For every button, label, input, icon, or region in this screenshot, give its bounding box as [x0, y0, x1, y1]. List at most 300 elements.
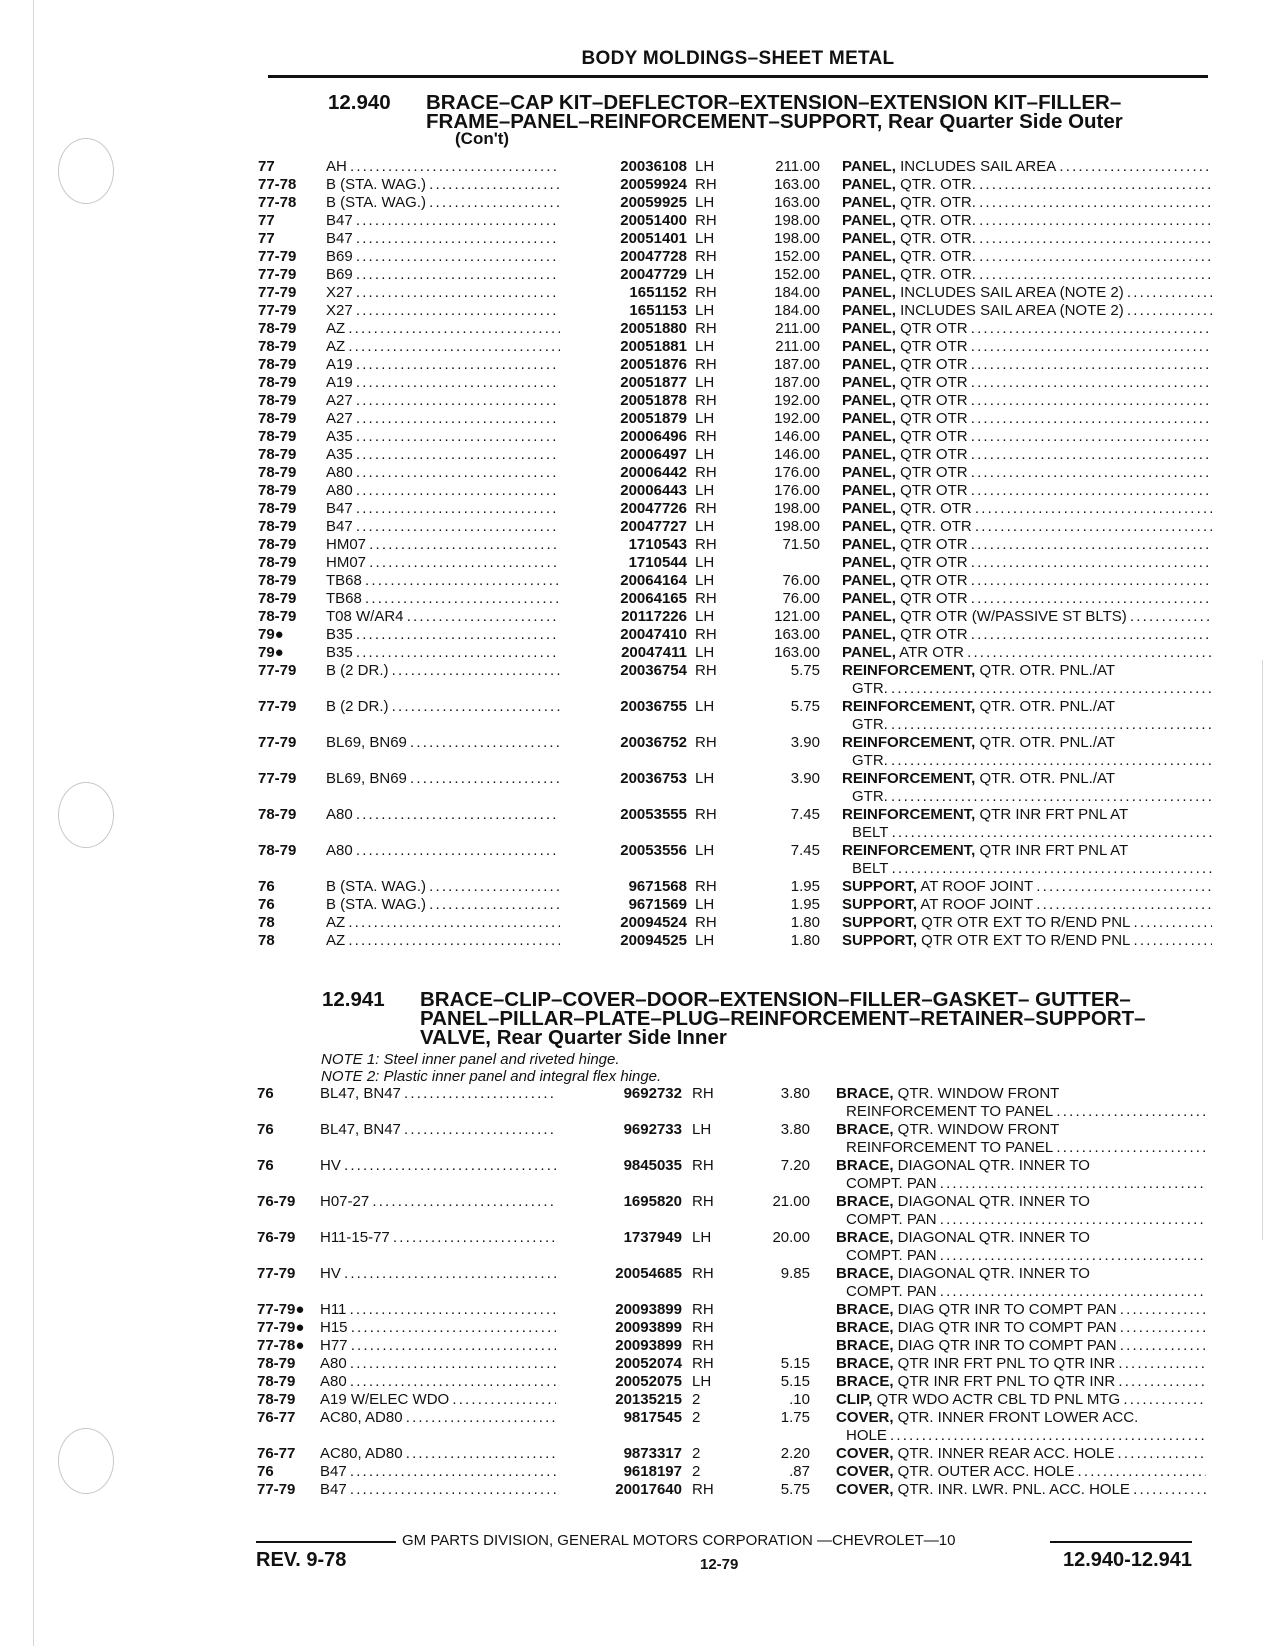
model-year: 76: [257, 1157, 274, 1174]
side-qty: LH: [695, 644, 715, 661]
description-line: PANEL, QTR OTR . . .: [842, 626, 1212, 644]
model-year: 78-79: [258, 842, 297, 859]
price: 211.00: [775, 320, 820, 337]
part-description: [836, 1301, 1206, 1319]
price: 9.85: [780, 1265, 810, 1282]
side-qty: RH: [695, 464, 717, 481]
model-code: A80 . . .: [326, 482, 586, 500]
model-year: 77-79: [257, 1265, 296, 1282]
section-heading: BRACE–CAP KIT–DEFLECTOR–EXTENSION–EXTENSION KIT–FILLER– FRAME–PANEL–REINFORCEMENT–SUPPORT, Rear Quarter Side Outer (Con't): [426, 91, 1123, 148]
price: 187.00: [774, 356, 820, 373]
part-number: 20093899: [556, 1337, 682, 1355]
part-number: 20047728: [560, 248, 687, 266]
part-number: 20059925: [560, 194, 687, 212]
description-continuation: COMPT. PAN . . .: [836, 1175, 1206, 1193]
footer-rule-right: [1050, 1541, 1192, 1543]
part-number: 20052075: [556, 1373, 682, 1391]
section-heading: BRACE–CLIP–COVER–DOOR–EXTENSION–FILLER–GASKET– GUTTER– PANEL–PILLAR–PLATE–PLUG–REINFORCEMENT–RETAINER–SUPPORT– VALVE, Rear Quarter Side Inner: [420, 988, 1146, 1049]
description-line: BRACE, DIAGONAL QTR. INNER TO: [836, 1193, 1090, 1210]
model-code: AZ . . .: [326, 320, 586, 338]
price: 163.00: [774, 644, 820, 661]
model-code: AC80, AD80 . . .: [320, 1409, 572, 1427]
side-qty: RH: [695, 662, 717, 679]
model-code: H07-27 . . .: [320, 1193, 572, 1211]
side-qty: RH: [695, 320, 717, 337]
model-code: A80 . . .: [326, 806, 586, 824]
model-code: HM07 . . .: [326, 554, 586, 572]
note-2: NOTE 2: Plastic inner panel and integral flex hinge.: [321, 1068, 662, 1085]
part-number: 20051881: [560, 338, 687, 356]
model-code: H11 . . .: [320, 1301, 572, 1319]
part-description: [842, 572, 1212, 590]
part-description: [842, 176, 1212, 194]
part-description: [842, 896, 1212, 914]
section-number: 12.940: [328, 91, 391, 114]
side-qty: LH: [695, 158, 715, 175]
part-number: 20017640: [556, 1481, 682, 1499]
description-continuation: COMPT. PAN . . .: [836, 1283, 1206, 1301]
price: .10: [789, 1391, 810, 1408]
price: 163.00: [774, 194, 820, 211]
description-line: PANEL, QTR OTR . . .: [842, 428, 1212, 446]
model-year: 78-79: [258, 410, 297, 427]
part-number: 20053555: [560, 806, 687, 824]
model-code: B47 . . .: [326, 212, 586, 230]
description-line: PANEL, QTR OTR . . .: [842, 410, 1212, 428]
part-number: 1695820: [556, 1193, 682, 1211]
side-qty: RH: [695, 536, 717, 553]
price: .87: [789, 1463, 810, 1480]
model-year: 78-79: [258, 590, 297, 607]
binder-hole: [58, 138, 114, 204]
model-year: 77-79: [258, 248, 297, 265]
part-description: [842, 932, 1212, 950]
part-number: 20117226: [560, 608, 687, 626]
part-description: [842, 770, 1212, 806]
model-code: HV . . .: [320, 1265, 572, 1283]
model-year: 77: [258, 230, 275, 247]
part-number: 20051878: [560, 392, 687, 410]
part-description: [836, 1229, 1206, 1265]
model-code: AZ . . .: [326, 914, 586, 932]
model-code: H15 . . .: [320, 1319, 572, 1337]
part-description: [842, 608, 1212, 626]
description-line: BRACE, DIAG QTR INR TO COMPT PAN . . .: [836, 1301, 1206, 1319]
page-edge-line: [1262, 660, 1263, 1240]
side-qty: RH: [695, 806, 717, 823]
part-number: 20047726: [560, 500, 687, 518]
part-number: 9817545: [556, 1409, 682, 1427]
model-year: 76: [258, 896, 275, 913]
price: 5.75: [780, 1481, 810, 1498]
model-year: 78: [258, 932, 275, 949]
part-number: 20093899: [556, 1319, 682, 1337]
description-continuation: COMPT. PAN . . .: [836, 1247, 1206, 1265]
price: 2.20: [780, 1445, 810, 1462]
price: 146.00: [774, 428, 820, 445]
side-qty: RH: [695, 500, 717, 517]
description-line: COVER, QTR. INNER FRONT LOWER ACC.: [836, 1409, 1139, 1426]
part-description: [842, 734, 1212, 770]
model-year: 76: [258, 878, 275, 895]
description-continuation: REINFORCEMENT TO PANEL . . .: [836, 1103, 1206, 1121]
model-code: A27 . . .: [326, 410, 586, 428]
side-qty: LH: [695, 482, 715, 499]
model-year: 76-79: [257, 1193, 296, 1210]
page-edge-line: [33, 0, 34, 1646]
side-qty: LH: [695, 338, 715, 355]
model-code: BL47, BN47 . . .: [320, 1085, 572, 1103]
description-continuation: GTR. . . .: [842, 716, 1212, 734]
side-qty: LH: [692, 1121, 712, 1138]
description-line: PANEL, QTR. OTR. . . .: [842, 176, 1212, 194]
model-year: 76-79: [257, 1229, 296, 1246]
model-code: H11-15-77 . . .: [320, 1229, 572, 1247]
description-continuation: GTR. . . .: [842, 752, 1212, 770]
part-number: 20094525: [560, 932, 687, 950]
price: 184.00: [774, 302, 820, 319]
price: 1.75: [780, 1409, 810, 1426]
side-qty: RH: [695, 248, 717, 265]
part-number: 1710544: [560, 554, 687, 572]
description-line: PANEL, QTR OTR . . .: [842, 320, 1212, 338]
price: 198.00: [774, 230, 820, 247]
description-line: PANEL, QTR. OTR. . . .: [842, 194, 1212, 212]
model-code: BL47, BN47 . . .: [320, 1121, 572, 1139]
part-number: 20064164: [560, 572, 687, 590]
description-line: PANEL, QTR OTR . . .: [842, 446, 1212, 464]
part-description: [842, 536, 1212, 554]
model-year: 78-79: [258, 572, 297, 589]
description-line: SUPPORT, AT ROOF JOINT . . .: [842, 878, 1212, 896]
model-year: 79●: [258, 644, 284, 661]
footer-revision: REV. 9-78: [256, 1549, 347, 1571]
model-year: 76: [257, 1085, 274, 1102]
model-code: A80 . . .: [320, 1373, 572, 1391]
part-number: 20006497: [560, 446, 687, 464]
side-qty: LH: [695, 770, 715, 787]
model-code: B47 . . .: [326, 500, 586, 518]
side-qty: RH: [692, 1481, 714, 1498]
part-description: [836, 1391, 1206, 1409]
part-description: [836, 1337, 1206, 1355]
model-year: 78-79: [258, 518, 297, 535]
description-line: SUPPORT, AT ROOF JOINT . . .: [842, 896, 1212, 914]
description-line: REINFORCEMENT, QTR. OTR. PNL./AT: [842, 698, 1116, 715]
side-qty: RH: [692, 1301, 714, 1318]
model-year: 78-79: [258, 554, 297, 571]
description-line: BRACE, DIAG QTR INR TO COMPT PAN . . .: [836, 1319, 1206, 1337]
description-line: PANEL, QTR OTR (W/PASSIVE ST BLTS) . . .: [842, 608, 1212, 626]
price: 5.75: [790, 698, 820, 715]
model-code: A35 . . .: [326, 446, 586, 464]
model-year: 77-78: [258, 176, 297, 193]
description-line: REINFORCEMENT, QTR. OTR. PNL./AT: [842, 770, 1116, 787]
side-qty: LH: [695, 410, 715, 427]
side-qty: LH: [695, 518, 715, 535]
part-number: 20059924: [560, 176, 687, 194]
description-continuation: HOLE . . .: [836, 1427, 1206, 1445]
description-line: REINFORCEMENT, QTR INR FRT PNL AT: [842, 806, 1129, 823]
part-number: 1651152: [560, 284, 687, 302]
model-code: AC80, AD80 . . .: [320, 1445, 572, 1463]
side-qty: RH: [692, 1355, 714, 1372]
model-code: AH . . .: [326, 158, 586, 176]
description-continuation: GTR. . . .: [842, 788, 1212, 806]
model-code: A27 . . .: [326, 392, 586, 410]
running-head: BODY MOLDINGS–SHEET METAL: [581, 48, 895, 69]
model-year: 76-77: [257, 1445, 296, 1462]
side-qty: RH: [692, 1265, 714, 1282]
part-number: 20036754: [560, 662, 687, 680]
description-line: PANEL, QTR. OTR. . . .: [842, 266, 1212, 284]
model-year: 77-78: [258, 194, 297, 211]
part-description: [842, 158, 1212, 176]
price: 3.80: [780, 1121, 810, 1138]
side-qty: RH: [695, 428, 717, 445]
part-number: 20094524: [560, 914, 687, 932]
description-line: BRACE, QTR. WINDOW FRONT: [836, 1085, 1060, 1102]
side-qty: LH: [695, 932, 715, 949]
description-line: PANEL, QTR OTR . . .: [842, 392, 1212, 410]
price: 20.00: [772, 1229, 810, 1246]
side-qty: LH: [692, 1229, 712, 1246]
part-number: 20064165: [560, 590, 687, 608]
part-description: [842, 878, 1212, 896]
price: 184.00: [774, 284, 820, 301]
price: 152.00: [774, 266, 820, 283]
model-year: 78-79: [258, 500, 297, 517]
part-number: 20051880: [560, 320, 687, 338]
model-code: H77 . . .: [320, 1337, 572, 1355]
part-description: [836, 1265, 1206, 1301]
part-description: [842, 914, 1212, 932]
model-year: 79●: [258, 626, 284, 643]
model-code: T08 W/AR4 . . .: [326, 608, 586, 626]
model-year: 77-79: [258, 284, 297, 301]
price: 198.00: [774, 212, 820, 229]
price: 192.00: [774, 410, 820, 427]
price: 1.95: [790, 896, 820, 913]
part-description: [842, 338, 1212, 356]
side-qty: LH: [695, 896, 715, 913]
model-year: 76: [257, 1463, 274, 1480]
part-number: 20036108: [560, 158, 687, 176]
model-year: 77-79: [258, 662, 297, 679]
part-description: [842, 284, 1212, 302]
price: 163.00: [774, 626, 820, 643]
binder-hole: [58, 782, 114, 848]
model-code: AZ . . .: [326, 932, 586, 950]
description-line: PANEL, QTR OTR . . .: [842, 536, 1212, 554]
part-description: [842, 428, 1212, 446]
model-year: 77: [258, 158, 275, 175]
price: 5.75: [790, 662, 820, 679]
side-qty: LH: [692, 1373, 712, 1390]
side-qty: LH: [695, 374, 715, 391]
footer-section-range: 12.940-12.941: [1062, 1549, 1192, 1571]
price: 5.15: [780, 1355, 810, 1372]
model-year: 78-79: [258, 320, 297, 337]
part-description: [842, 320, 1212, 338]
part-description: [842, 464, 1212, 482]
binder-hole: [58, 1428, 114, 1494]
part-description: [836, 1481, 1206, 1499]
description-line: BRACE, DIAGONAL QTR. INNER TO: [836, 1229, 1090, 1246]
part-description: [836, 1121, 1206, 1157]
side-qty: LH: [695, 842, 715, 859]
model-year: 76: [257, 1121, 274, 1138]
model-code: B69 . . .: [326, 266, 586, 284]
price: 187.00: [774, 374, 820, 391]
model-year: 78: [258, 914, 275, 931]
part-number: 20051876: [560, 356, 687, 374]
model-year: 78-79: [258, 374, 297, 391]
description-line: BRACE, QTR. WINDOW FRONT: [836, 1121, 1060, 1138]
model-code: B47 . . .: [326, 518, 586, 536]
part-number: 20051879: [560, 410, 687, 428]
model-year: 77-79: [258, 770, 297, 787]
price: 1.80: [790, 914, 820, 931]
description-continuation: BELT . . .: [842, 860, 1212, 878]
description-line: REINFORCEMENT, QTR. OTR. PNL./AT: [842, 734, 1116, 751]
price: 21.00: [772, 1193, 810, 1210]
description-line: PANEL, QTR OTR . . .: [842, 572, 1212, 590]
model-year: 77-79●: [257, 1301, 305, 1318]
model-code: X27 . . .: [326, 302, 586, 320]
side-qty: LH: [695, 302, 715, 319]
side-qty: RH: [695, 212, 717, 229]
side-qty: LH: [695, 446, 715, 463]
part-description: [842, 248, 1212, 266]
description-line: COVER, QTR. INNER REAR ACC. HOLE . . .: [836, 1445, 1206, 1463]
description-line: BRACE, DIAGONAL QTR. INNER TO: [836, 1157, 1090, 1174]
model-code: B (STA. WAG.) . . .: [326, 896, 586, 914]
model-year: 78-79: [258, 536, 297, 553]
part-number: 20047729: [560, 266, 687, 284]
model-year: 78-79: [258, 338, 297, 355]
description-line: CLIP, QTR WDO ACTR CBL TD PNL MTG . . .: [836, 1391, 1206, 1409]
part-number: 20047411: [560, 644, 687, 662]
part-description: [842, 842, 1212, 878]
side-qty: RH: [692, 1193, 714, 1210]
model-year: 77-78●: [257, 1337, 305, 1354]
part-number: 20006496: [560, 428, 687, 446]
model-year: 77: [258, 212, 275, 229]
part-description: [842, 410, 1212, 428]
side-qty: RH: [695, 914, 717, 931]
model-year: 77-79: [258, 266, 297, 283]
description-line: BRACE, QTR INR FRT PNL TO QTR INR . . .: [836, 1355, 1206, 1373]
section-number: 12.941: [322, 988, 385, 1011]
model-code: TB68 . . .: [326, 590, 586, 608]
part-number: 20047410: [560, 626, 687, 644]
description-line: PANEL, QTR. OTR. . . .: [842, 248, 1212, 266]
model-code: A19 . . .: [326, 374, 586, 392]
footer-rule-left: [256, 1541, 396, 1543]
model-code: B35 . . .: [326, 644, 586, 662]
price: 176.00: [774, 482, 820, 499]
part-number: 9671568: [560, 878, 687, 896]
part-description: [842, 554, 1212, 572]
header-rule: [268, 75, 1208, 78]
footer-page-number: 12-79: [700, 1556, 739, 1573]
side-qty: RH: [692, 1157, 714, 1174]
description-line: PANEL, QTR OTR . . .: [842, 338, 1212, 356]
part-number: 20053556: [560, 842, 687, 860]
model-code: B47 . . .: [320, 1463, 572, 1481]
price: 1.80: [790, 932, 820, 949]
price: 76.00: [782, 590, 820, 607]
part-description: [836, 1193, 1206, 1229]
part-number: 9845035: [556, 1157, 682, 1175]
part-number: 20006442: [560, 464, 687, 482]
description-line: BRACE, DIAG QTR INR TO COMPT PAN . . .: [836, 1337, 1206, 1355]
description-line: PANEL, QTR OTR . . .: [842, 356, 1212, 374]
description-continuation: COMPT. PAN . . .: [836, 1211, 1206, 1229]
model-year: 77-79●: [257, 1319, 305, 1336]
price: 7.20: [780, 1157, 810, 1174]
model-code: A35 . . .: [326, 428, 586, 446]
description-line: PANEL, QTR OTR . . .: [842, 590, 1212, 608]
side-qty: RH: [695, 878, 717, 895]
description-line: BRACE, QTR INR FRT PNL TO QTR INR . . .: [836, 1373, 1206, 1391]
part-number: 20047727: [560, 518, 687, 536]
model-year: 77-79: [258, 302, 297, 319]
price: 1.95: [790, 878, 820, 895]
price: 163.00: [774, 176, 820, 193]
section-notes: [321, 1051, 661, 1085]
description-line: PANEL, QTR. OTR . . .: [842, 500, 1212, 518]
description-line: PANEL, INCLUDES SAIL AREA (NOTE 2) . . .: [842, 284, 1212, 302]
part-number: 1737949: [556, 1229, 682, 1247]
model-year: 78-79: [258, 608, 297, 625]
part-description: [836, 1463, 1206, 1481]
price: 192.00: [774, 392, 820, 409]
part-number: 20051877: [560, 374, 687, 392]
part-description: [842, 266, 1212, 284]
part-number: 20093899: [556, 1301, 682, 1319]
side-qty: 2: [692, 1463, 701, 1480]
part-number: 20051400: [560, 212, 687, 230]
side-qty: LH: [695, 194, 715, 211]
price: 7.45: [790, 806, 820, 823]
model-year: 78-79: [258, 392, 297, 409]
model-code: AZ . . .: [326, 338, 586, 356]
part-number: 20036752: [560, 734, 687, 752]
price: 146.00: [774, 446, 820, 463]
model-code: A80 . . .: [326, 842, 586, 860]
model-year: 77-79: [257, 1481, 296, 1498]
part-number: 9692733: [556, 1121, 682, 1139]
side-qty: LH: [695, 230, 715, 247]
side-qty: RH: [695, 734, 717, 751]
side-qty: RH: [692, 1319, 714, 1336]
side-qty: RH: [695, 590, 717, 607]
price: 211.00: [775, 158, 820, 175]
part-description: [842, 626, 1212, 644]
description-line: COVER, QTR. INR. LWR. PNL. ACC. HOLE . . .: [836, 1481, 1206, 1499]
model-year: 77-79: [258, 698, 297, 715]
model-year: 77-79: [258, 734, 297, 751]
model-code: B47 . . .: [326, 230, 586, 248]
description-line: SUPPORT, QTR OTR EXT TO R/END PNL . . .: [842, 932, 1212, 950]
part-description: [836, 1373, 1206, 1391]
description-line: REINFORCEMENT, QTR INR FRT PNL AT: [842, 842, 1129, 859]
part-description: [842, 644, 1212, 662]
model-year: 78-79: [258, 464, 297, 481]
price: 211.00: [775, 338, 820, 355]
